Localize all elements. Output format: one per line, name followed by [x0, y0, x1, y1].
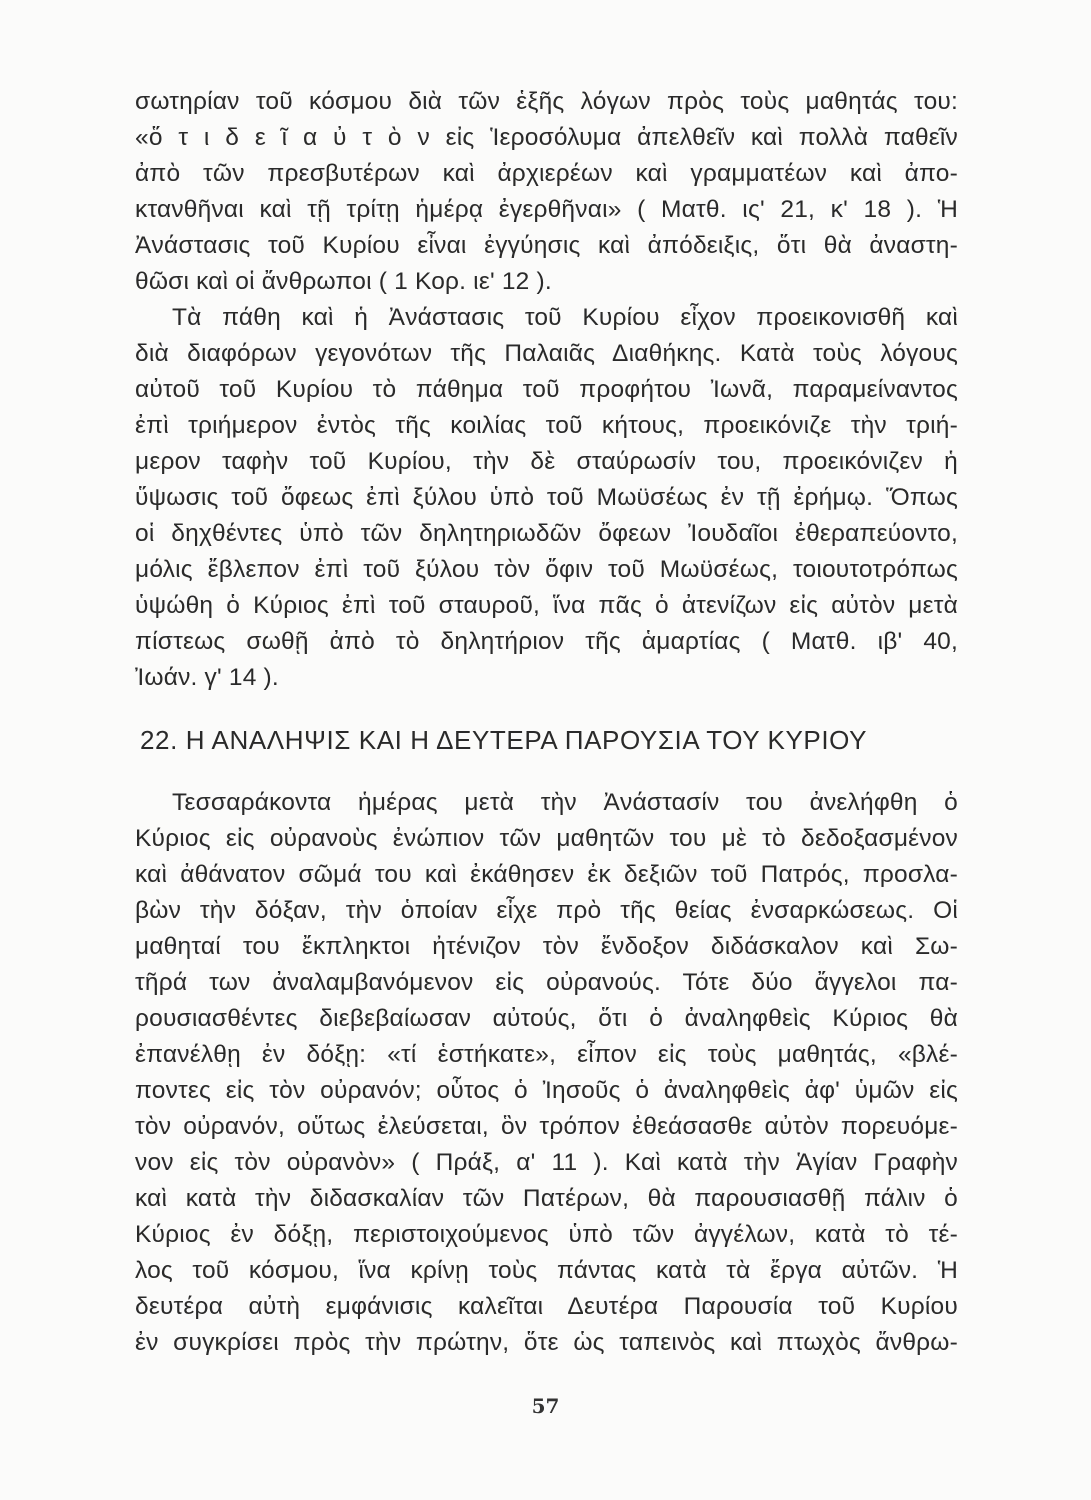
text-line: καὶ κατὰ τὴν διδασκαλίαν τῶν Πατέρων, θὰ παρουσιασθῇ πάλιν ὁ [135, 1185, 958, 1212]
text-line: λος τοῦ κόσμου, ἵνα κρίνῃ τοὺς πάντας κατὰ τὰ ἔργα αὐτῶν. Ἡ [135, 1257, 958, 1284]
text-line: πίστεως σωθῇ ἀπὸ τὸ δηλητήριον τῆς ἁμαρτίας ( Ματθ. ιβ' 40, [135, 628, 958, 655]
text-line: ἀπὸ τῶν πρεσβυτέρων καὶ ἀρχιερέων καὶ γραμματέων καὶ ἀπο- [135, 160, 958, 187]
text-line: κτανθῆναι καὶ τῇ τρίτῃ ἡμέρᾳ ἐγερθῆναι» ( Ματθ. ις' 21, κ' 18 ). Ἡ [135, 196, 958, 223]
text-line: Τὰ πάθη καὶ ἡ Ἀνάστασις τοῦ Κυρίου εἶχον προεικονισθῆ καὶ [172, 304, 958, 331]
text-line: δευτέρα αὐτὴ εμφάνισις καλεῖται Δευτέρα Παρουσία τοῦ Κυρίου [135, 1293, 958, 1320]
text-line: οἱ δηχθέντες ὑπὸ τῶν δηλητηριωδῶν ὄφεων Ἰουδαῖοι ἐθεραπεύοντο, [135, 520, 958, 547]
text-line: σωτηρίαν τοῦ κόσμου διὰ τῶν ἑξῆς λόγων πρὸς τοὺς μαθητάς του: [135, 88, 958, 115]
text-line: μερον ταφὴν τοῦ Κυρίου, τὴν δὲ σταύρωσίν του, προεικόνιζεν ἡ [135, 448, 958, 475]
text-line: Τεσσαράκοντα ἡμέρας μετὰ τὴν Ἀνάστασίν του ἀνελήφθη ὁ [172, 789, 958, 816]
text-line: Ἀνάστασις τοῦ Κυρίου εἶναι ἐγγύησις καὶ ἀπόδειξις, ὅτι θὰ ἀναστη- [135, 232, 958, 259]
text-line: Κύριος ἐν δόξῃ, περιστοιχούμενος ὑπὸ τῶν ἀγγέλων, κατὰ τὸ τέ- [135, 1221, 958, 1248]
text-line: τὸν οὐρανόν, οὕτως ἐλεύσεται, ὃν τρόπον ἐθεάσασθε αὐτὸν πορευόμε- [135, 1113, 958, 1140]
text-line: μαθηταί του ἔκπληκτοι ἠτένιζον τὸν ἔνδοξον διδάσκαλον καὶ Σω- [135, 933, 958, 960]
text-line: βὼν τὴν δόξαν, τὴν ὁποίαν εἶχε πρὸ τῆς θείας ἐνσαρκώσεως. Οἱ [135, 897, 958, 924]
page-number: 57 [531, 1394, 560, 1418]
text-line: ὕψωσις τοῦ ὄφεως ἐπὶ ξύλου ὑπὸ τοῦ Μωϋσέως ἐν τῇ ἐρήμῳ. Ὅπως [135, 484, 958, 511]
text-line: Κύριος εἰς οὐρανοὺς ἐνώπιον τῶν μαθητῶν του μὲ τὸ δεδοξασμένον [135, 825, 958, 852]
text-line: ἐπανέλθῃ ἐν δόξῃ: «τί ἑστήκατε», εἶπον εἰς τοὺς μαθητάς, «βλέ- [135, 1041, 958, 1068]
text-line: καὶ ἀθάνατον σῶμά του καὶ ἐκάθησεν ἐκ δεξιῶν τοῦ Πατρός, προσλα- [135, 861, 958, 888]
text-line: νον εἰς τὸν οὐρανὸν» ( Πράξ, α' 11 ). Καὶ κατὰ τὴν Ἁγίαν Γραφὴν [135, 1149, 958, 1176]
text-line: ὑψώθη ὁ Κύριος ἐπὶ τοῦ σταυροῦ, ἵνα πᾶς ὁ ἀτενίζων εἰς αὐτὸν μετὰ [135, 592, 958, 619]
text-line: διὰ διαφόρων γεγονότων τῆς Παλαιᾶς Διαθήκης. Κατὰ τοὺς λόγους [135, 340, 958, 367]
text-line: μόλις ἔβλεπον ἐπὶ τοῦ ξύλου τὸν ὄφιν τοῦ Μωϋσέως, τοιουτοτρόπως [135, 556, 958, 583]
text-line: τῆρά των ἀναλαμβανόμενον εἰς οὐρανούς. Τότε δύο ἄγγελοι πα- [135, 969, 958, 996]
text-line: Ἰωάν. γ' 14 ). [135, 664, 279, 691]
text-line: ἐπὶ τριήμερον ἐντὸς τῆς κοιλίας τοῦ κήτους, προεικόνιζε τὴν τριή- [135, 412, 958, 439]
text-line: ρουσιασθέντες διεβεβαίωσαν αὐτούς, ὅτι ὁ ἀναληφθεὶς Κύριος θὰ [135, 1005, 958, 1032]
text-line: «ὅ τ ι δ ε ῖ α ὐ τ ὸ ν εἰς Ἱεροσόλυμα ἀπελθεῖν καὶ πολλὰ παθεῖν [135, 124, 958, 151]
section-heading: 22. Η ΑΝΑΛΗΨΙΣ ΚΑΙ Η ΔΕΥΤΕΡΑ ΠΑΡΟΥΣΙΑ ΤΟΥ ΚΥΡΙΟΥ [140, 725, 868, 755]
text-line: θῶσι καὶ οἱ ἄνθρωποι ( 1 Κορ. ιε' 12 ). [135, 268, 552, 295]
text-line: ἐν συγκρίσει πρὸς τὴν πρώτην, ὅτε ὡς ταπεινὸς καὶ πτωχὸς ἄνθρω- [135, 1329, 958, 1356]
text-line: αὐτοῦ τοῦ Κυρίου τὸ πάθημα τοῦ προφήτου Ἰωνᾶ, παραμείναντος [135, 376, 958, 403]
text-line: ποντες εἰς τὸν οὐρανόν; οὗτος ὁ Ἰησοῦς ὁ ἀναληφθεὶς ἀφ' ὑμῶν εἰς [135, 1077, 958, 1104]
